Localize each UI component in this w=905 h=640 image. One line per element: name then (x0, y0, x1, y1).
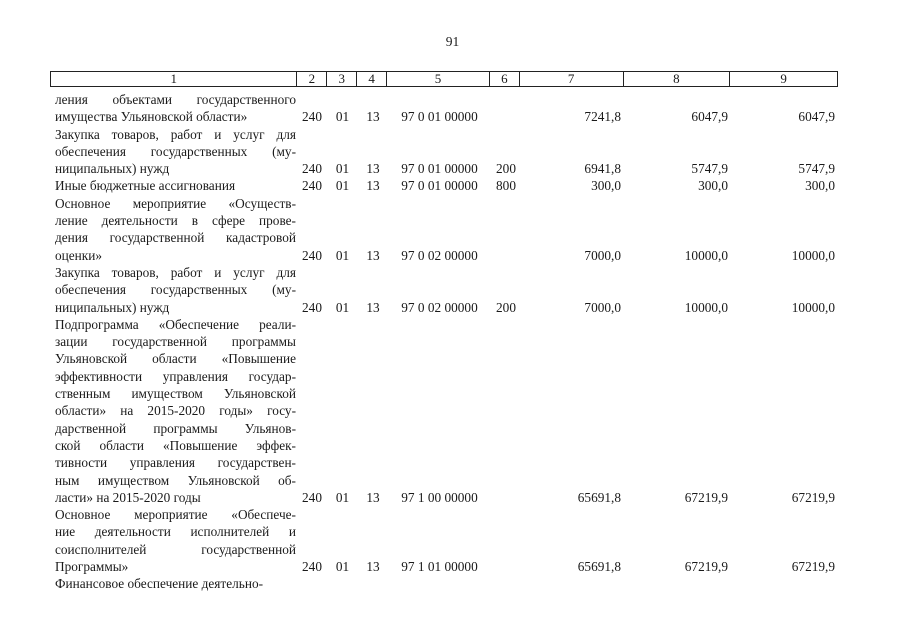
column-header-1: 1 (51, 72, 297, 86)
description-line: ным имуществом Ульяновской об- (55, 472, 296, 488)
cell-c2: 240 (302, 489, 322, 505)
cell-c9: 67219,9 (791, 489, 835, 505)
description-line: соисполнителей государственной (55, 541, 296, 557)
cell-c5: 97 1 00 00000 (401, 489, 478, 505)
cell-c2: 240 (302, 109, 322, 125)
row-description (55, 91, 296, 126)
row-description (55, 506, 296, 575)
description-line: ской области «Повышение эффек- (55, 437, 296, 453)
cell-c3: 01 (335, 299, 350, 315)
cell-c7: 7241,8 (584, 109, 621, 125)
description-line: ниципальных) нужд (55, 299, 170, 315)
cell-c3: 01 (335, 109, 350, 125)
cell-c2: 240 (302, 247, 322, 263)
cell-c8: 10000,0 (684, 247, 728, 263)
page-number: 91 (445, 34, 460, 49)
description-line: ления объектами государственного (55, 92, 296, 107)
table-row (55, 177, 838, 194)
cell-c9: 300,0 (805, 178, 835, 194)
cell-c6: 200 (496, 161, 516, 177)
column-header-5: 5 (387, 72, 490, 86)
description-line: Основное мероприятие «Осуществ- (55, 195, 296, 211)
cell-c4: 13 (366, 247, 380, 263)
cell-c4: 13 (366, 109, 380, 125)
cell-c3: 01 (335, 178, 350, 194)
cell-c8: 10000,0 (684, 299, 728, 315)
description-line: Иные бюджетные ассигнования (55, 178, 236, 194)
cell-c6: 200 (496, 299, 516, 315)
cell-c4: 13 (366, 178, 380, 194)
description-line: оценки» (55, 247, 103, 263)
cell-c2: 240 (302, 559, 322, 575)
description-line: ление деятельности в сфере прове- (55, 213, 296, 229)
row-description (55, 575, 296, 592)
column-header-7: 7 (520, 72, 624, 86)
description-line: дарственной программы Ульянов- (55, 420, 296, 436)
column-header-3: 3 (327, 72, 357, 86)
cell-c2: 240 (302, 178, 322, 194)
table-row (55, 91, 838, 126)
cell-c3: 01 (335, 559, 350, 575)
cell-c2: 240 (302, 299, 322, 315)
cell-c9: 67219,9 (791, 559, 835, 575)
row-description (55, 316, 296, 506)
description-line: ние деятельности исполнителей и (55, 524, 296, 540)
description-line: имущества Ульяновской области» (55, 109, 248, 125)
budget-table-body (55, 91, 838, 593)
table-row (55, 195, 838, 264)
cell-c5: 97 0 01 00000 (401, 109, 478, 125)
column-header-9: 9 (780, 71, 787, 86)
cell-c5: 97 0 02 00000 (401, 247, 478, 263)
cell-c5: 97 0 02 00000 (401, 299, 478, 315)
cell-c7: 300,0 (591, 178, 621, 194)
row-description (55, 126, 296, 178)
description-line: Закупка товаров, работ и услуг для (55, 126, 296, 142)
description-line: дения государственной кадастровой (55, 230, 296, 246)
cell-c3: 01 (335, 489, 350, 505)
cell-c5: 97 0 01 00000 (401, 178, 478, 194)
column-header-8: 8 (624, 72, 731, 86)
table-row (55, 264, 838, 316)
cell-c7: 65691,8 (577, 489, 621, 505)
table-row (55, 316, 838, 506)
description-line: Основное мероприятие «Обеспече- (55, 507, 296, 523)
description-line: ственным имуществом Ульяновской (55, 386, 296, 402)
cell-c7: 6941,8 (584, 161, 621, 177)
cell-c5: 97 1 01 00000 (401, 559, 478, 575)
cell-c4: 13 (366, 161, 380, 177)
cell-c3: 01 (335, 161, 350, 177)
cell-c7: 7000,0 (584, 299, 621, 315)
cell-c7: 7000,0 (584, 247, 621, 263)
description-line: зации государственной программы (55, 334, 296, 350)
description-line: Ульяновской области «Повышение (55, 351, 296, 367)
cell-c4: 13 (366, 559, 380, 575)
description-line: Финансовое обеспечение деятельно- (55, 576, 264, 592)
cell-c9: 6047,9 (798, 109, 835, 125)
cell-c8: 67219,9 (684, 559, 728, 575)
row-description (55, 177, 296, 194)
table-row (55, 575, 838, 592)
cell-c8: 5747,9 (691, 161, 728, 177)
cell-c8: 300,0 (698, 178, 728, 194)
description-line: Программы» (55, 559, 129, 575)
column-header-row (50, 71, 838, 87)
cell-c9: 5747,9 (798, 161, 835, 177)
description-line: области» на 2015-2020 годы» госу- (55, 403, 296, 419)
cell-c9: 10000,0 (791, 247, 835, 263)
cell-c8: 6047,9 (691, 109, 728, 125)
row-description (55, 264, 296, 316)
row-description (55, 195, 296, 264)
cell-c7: 65691,8 (577, 559, 621, 575)
cell-c2: 240 (302, 161, 322, 177)
table-row (55, 126, 838, 178)
cell-c4: 13 (366, 299, 380, 315)
description-line: тивности управления государствен- (55, 455, 296, 471)
description-line: обеспечения государственных (му- (55, 143, 296, 159)
column-header-6: 6 (490, 72, 520, 86)
cell-c6: 800 (496, 178, 516, 194)
table-row (55, 506, 838, 575)
description-line: ласти» на 2015-2020 годы (55, 489, 201, 505)
cell-c9: 10000,0 (791, 299, 835, 315)
description-line: Закупка товаров, работ и услуг для (55, 264, 296, 280)
description-line: Подпрограмма «Обеспечение реали- (55, 316, 296, 332)
description-line: ниципальных) нужд (55, 161, 170, 177)
cell-c3: 01 (335, 247, 350, 263)
column-header-2: 2 (297, 72, 327, 86)
cell-c4: 13 (366, 489, 380, 505)
cell-c8: 67219,9 (684, 489, 728, 505)
column-header-4: 4 (357, 72, 387, 86)
description-line: обеспечения государственных (му- (55, 282, 296, 298)
cell-c5: 97 0 01 00000 (401, 161, 478, 177)
description-line: эффективности управления государ- (55, 368, 296, 384)
